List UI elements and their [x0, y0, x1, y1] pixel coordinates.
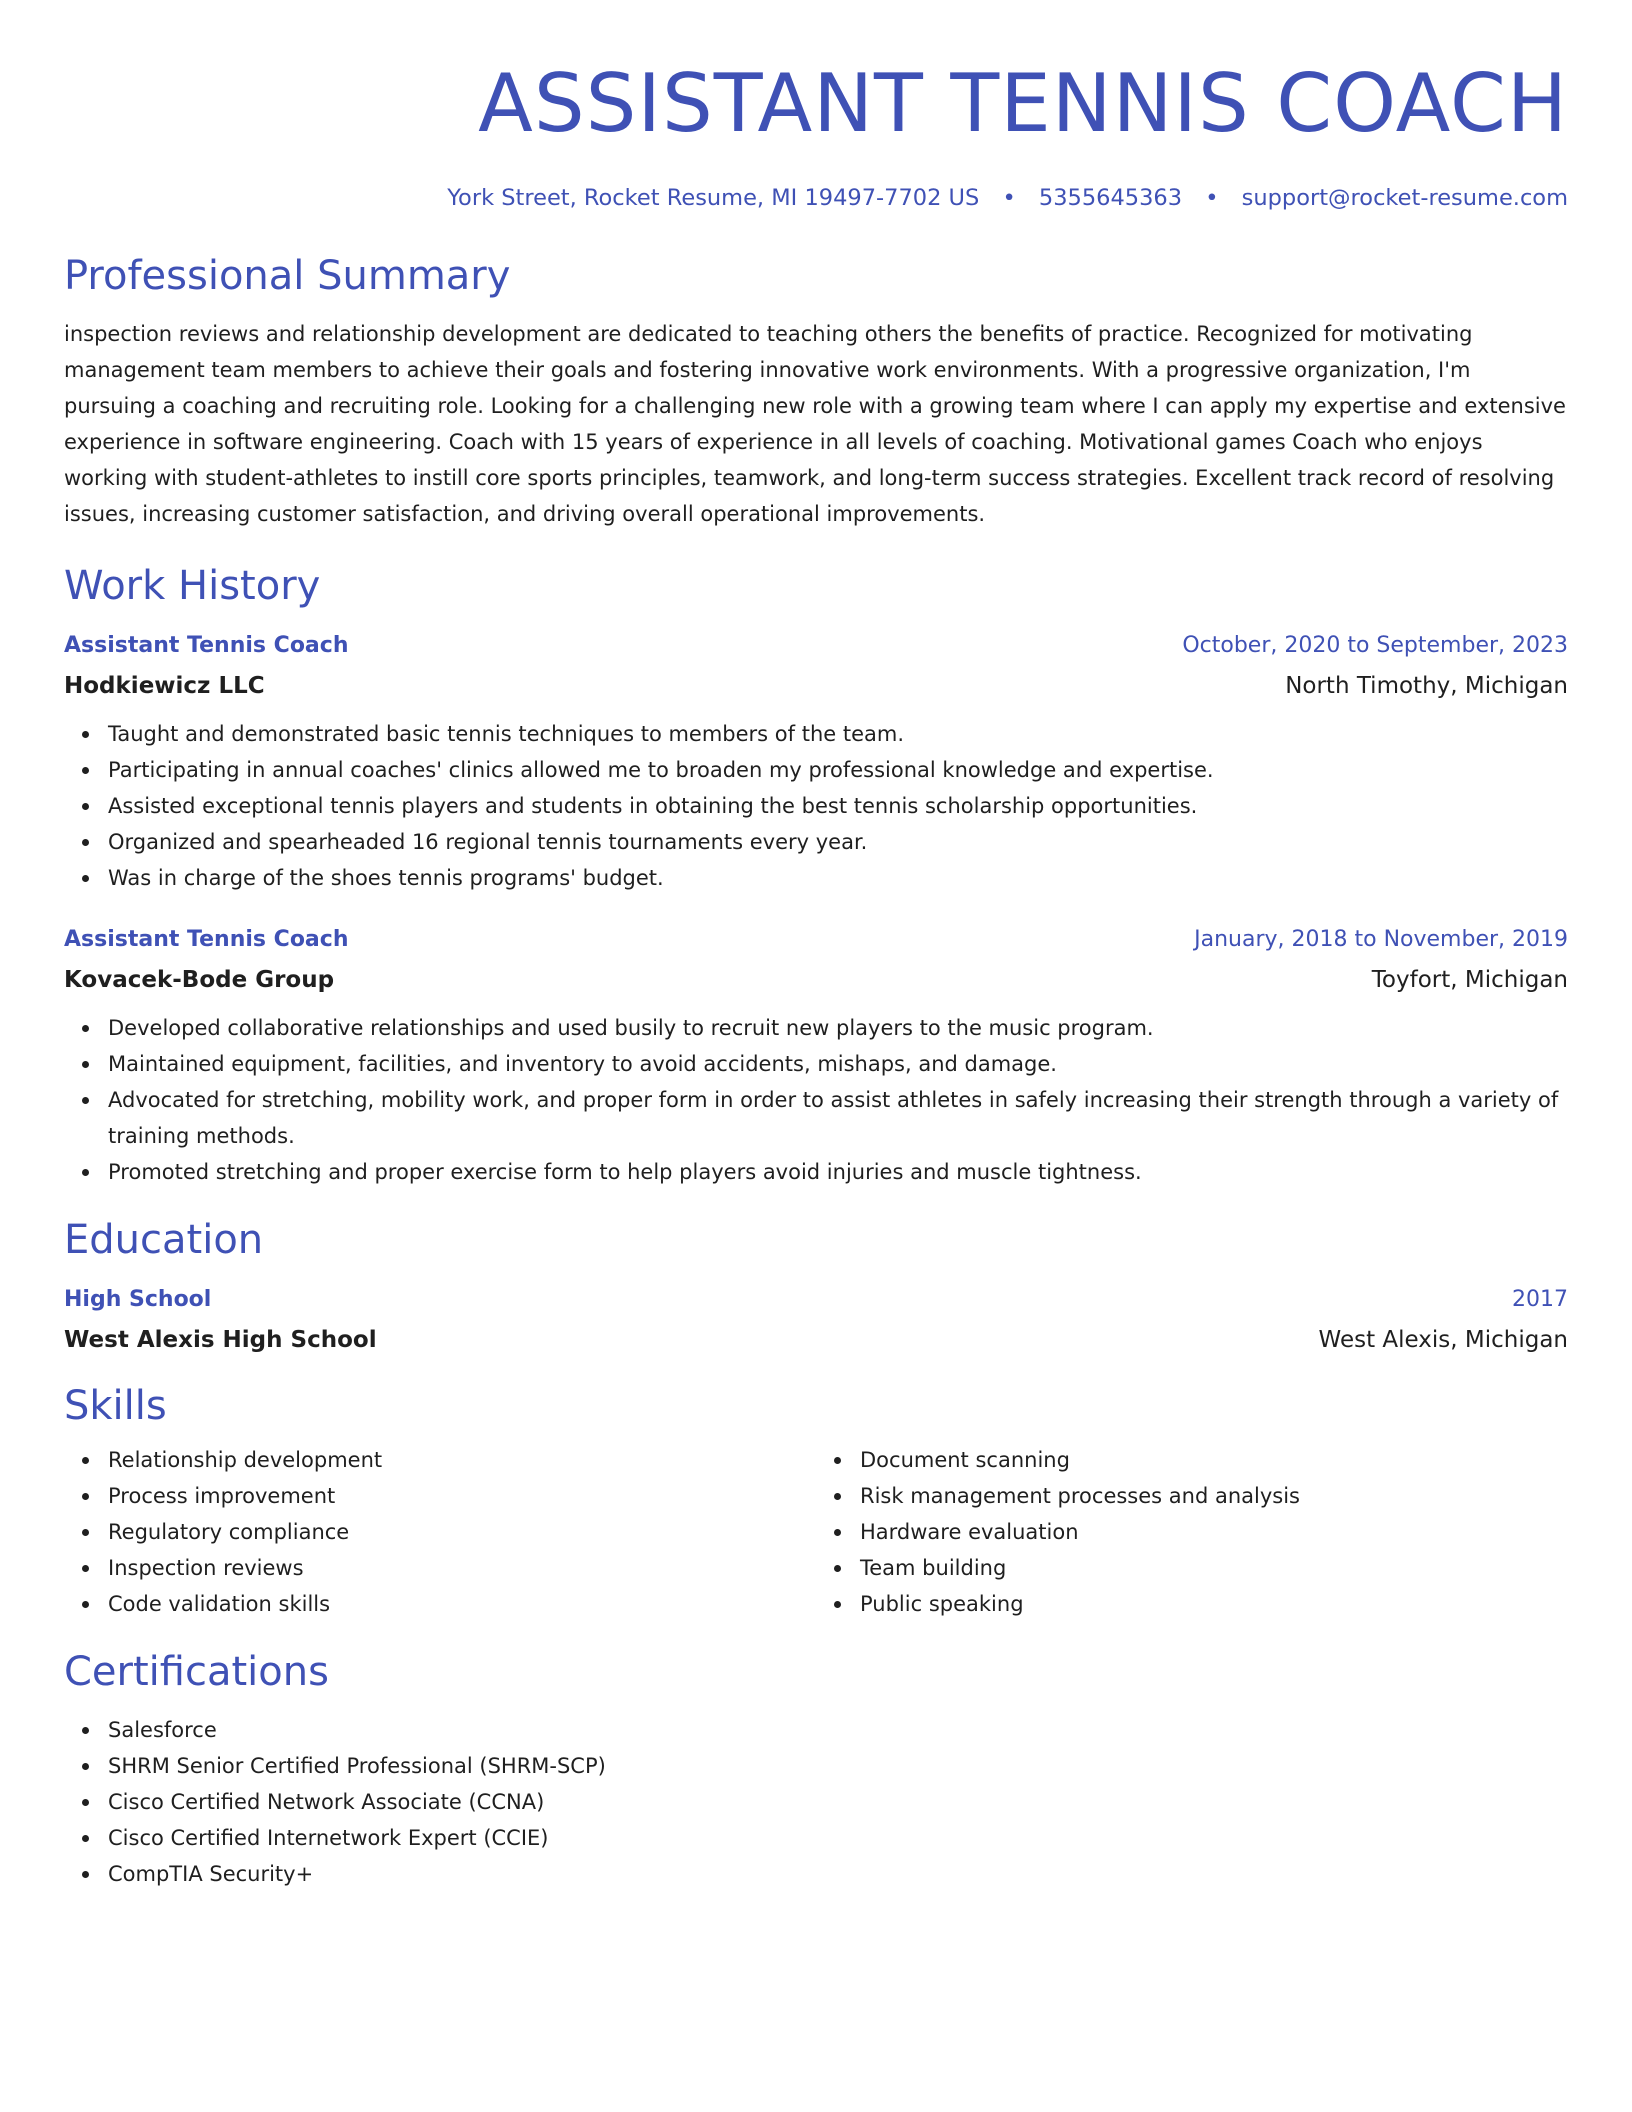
list-item: Assisted exceptional tennis players and students in obtaining the best tennis scholarship opportunities.	[108, 788, 1568, 824]
list-item: Cisco Certified Internetwork Expert (CCIE)	[108, 1820, 1568, 1856]
list-item: Salesforce	[108, 1712, 1568, 1748]
contact-separator: •	[1205, 185, 1219, 211]
list-item: SHRM Senior Certified Professional (SHRM-SCP)	[108, 1748, 1568, 1784]
list-item: Hardware evaluation	[860, 1514, 1568, 1550]
certifications-heading: Certifications	[64, 1649, 329, 1695]
contact-phone: 5355645363	[1038, 185, 1183, 211]
work-entry	[64, 630, 1568, 896]
list-item: CompTIA Security+	[108, 1856, 1568, 1892]
summary-text: inspection reviews and relationship development are dedicated to teaching others the benefits of practice. Recognized for motivating management team members to achieve their goals and fostering innovative work environments. With a progressive organization, I'm pursuing a coaching and recruiting role. Looking for a challenging new role with a growing team where I can apply my expertise and extensive experience in software engineering. Coach with 15 years of experience in all levels of coaching. Motivational games Coach who enjoys working with student-athletes to instill core sports principles, teamwork, and long-term success strategies. Excellent track record of resolving issues, increasing customer satisfaction, and driving overall operational improvements.	[64, 322, 1566, 526]
job-location: Toyfort, Michigan	[1371, 967, 1568, 993]
contact-line	[64, 182, 1568, 214]
list-item: Risk management processes and analysis	[860, 1478, 1568, 1514]
skills-column-right	[816, 1442, 1568, 1622]
list-item: Developed collaborative relationships and used busily to recruit new players to the music program.	[108, 1010, 1568, 1046]
list-item: Document scanning	[860, 1442, 1568, 1478]
list-item: Cisco Certified Network Associate (CCNA)	[108, 1784, 1568, 1820]
skills-heading: Skills	[64, 1383, 167, 1429]
list-item: Promoted stretching and proper exercise form to help players avoid injuries and muscle tightness.	[108, 1154, 1568, 1190]
education-year: 2017	[1512, 1287, 1568, 1312]
list-item: Public speaking	[860, 1586, 1568, 1622]
job-role: Assistant Tennis Coach	[64, 927, 349, 952]
skills-list	[64, 1442, 816, 1622]
job-company: Hodkiewicz LLC	[64, 673, 265, 699]
education-heading: Education	[64, 1217, 264, 1263]
list-item: Taught and demonstrated basic tennis techniques to members of the team.	[108, 716, 1568, 752]
skills-grid	[64, 1442, 1568, 1622]
list-item: Participating in annual coaches' clinics allowed me to broaden my professional knowledge and expertise.	[108, 752, 1568, 788]
list-item: Maintained equipment, facilities, and inventory to avoid accidents, mishaps, and damage.	[108, 1046, 1568, 1082]
contact-email: support@rocket-resume.com	[1241, 185, 1568, 211]
education-degree: High School	[64, 1287, 212, 1312]
certifications-list	[64, 1712, 1568, 1892]
work-history-heading: Work History	[64, 563, 321, 609]
job-bullets	[64, 716, 1568, 896]
contact-address: York Street, Rocket Resume, MI 19497-7702 US	[447, 185, 980, 211]
list-item: Organized and spearheaded 16 regional tennis tournaments every year.	[108, 824, 1568, 860]
list-item: Regulatory compliance	[108, 1514, 816, 1550]
list-item: Process improvement	[108, 1478, 816, 1514]
contact-separator: •	[1002, 185, 1016, 211]
skills-column-left	[64, 1442, 816, 1622]
skills-list	[816, 1442, 1568, 1622]
education-entry	[64, 1284, 1568, 1356]
list-item: Inspection reviews	[108, 1550, 816, 1586]
work-entry	[64, 924, 1568, 1190]
job-bullets	[64, 1010, 1568, 1190]
list-item: Relationship development	[108, 1442, 816, 1478]
education-location: West Alexis, Michigan	[1318, 1327, 1568, 1353]
list-item: Advocated for stretching, mobility work, and proper form in order to assist athletes in safely increasing their strength through a variety of training methods.	[108, 1082, 1568, 1154]
job-company: Kovacek-Bode Group	[64, 967, 335, 993]
list-item: Was in charge of the shoes tennis programs' budget.	[108, 860, 1568, 896]
job-dates: January, 2018 to November, 2019	[1194, 927, 1568, 952]
education-school: West Alexis High School	[64, 1327, 377, 1353]
summary-heading: Professional Summary	[64, 253, 511, 299]
job-role: Assistant Tennis Coach	[64, 633, 349, 658]
job-dates: October, 2020 to September, 2023	[1182, 633, 1568, 658]
resume-title: ASSISTANT TENNIS COACH	[478, 57, 1568, 150]
list-item: Team building	[860, 1550, 1568, 1586]
job-location: North Timothy, Michigan	[1285, 673, 1568, 699]
list-item: Code validation skills	[108, 1586, 816, 1622]
